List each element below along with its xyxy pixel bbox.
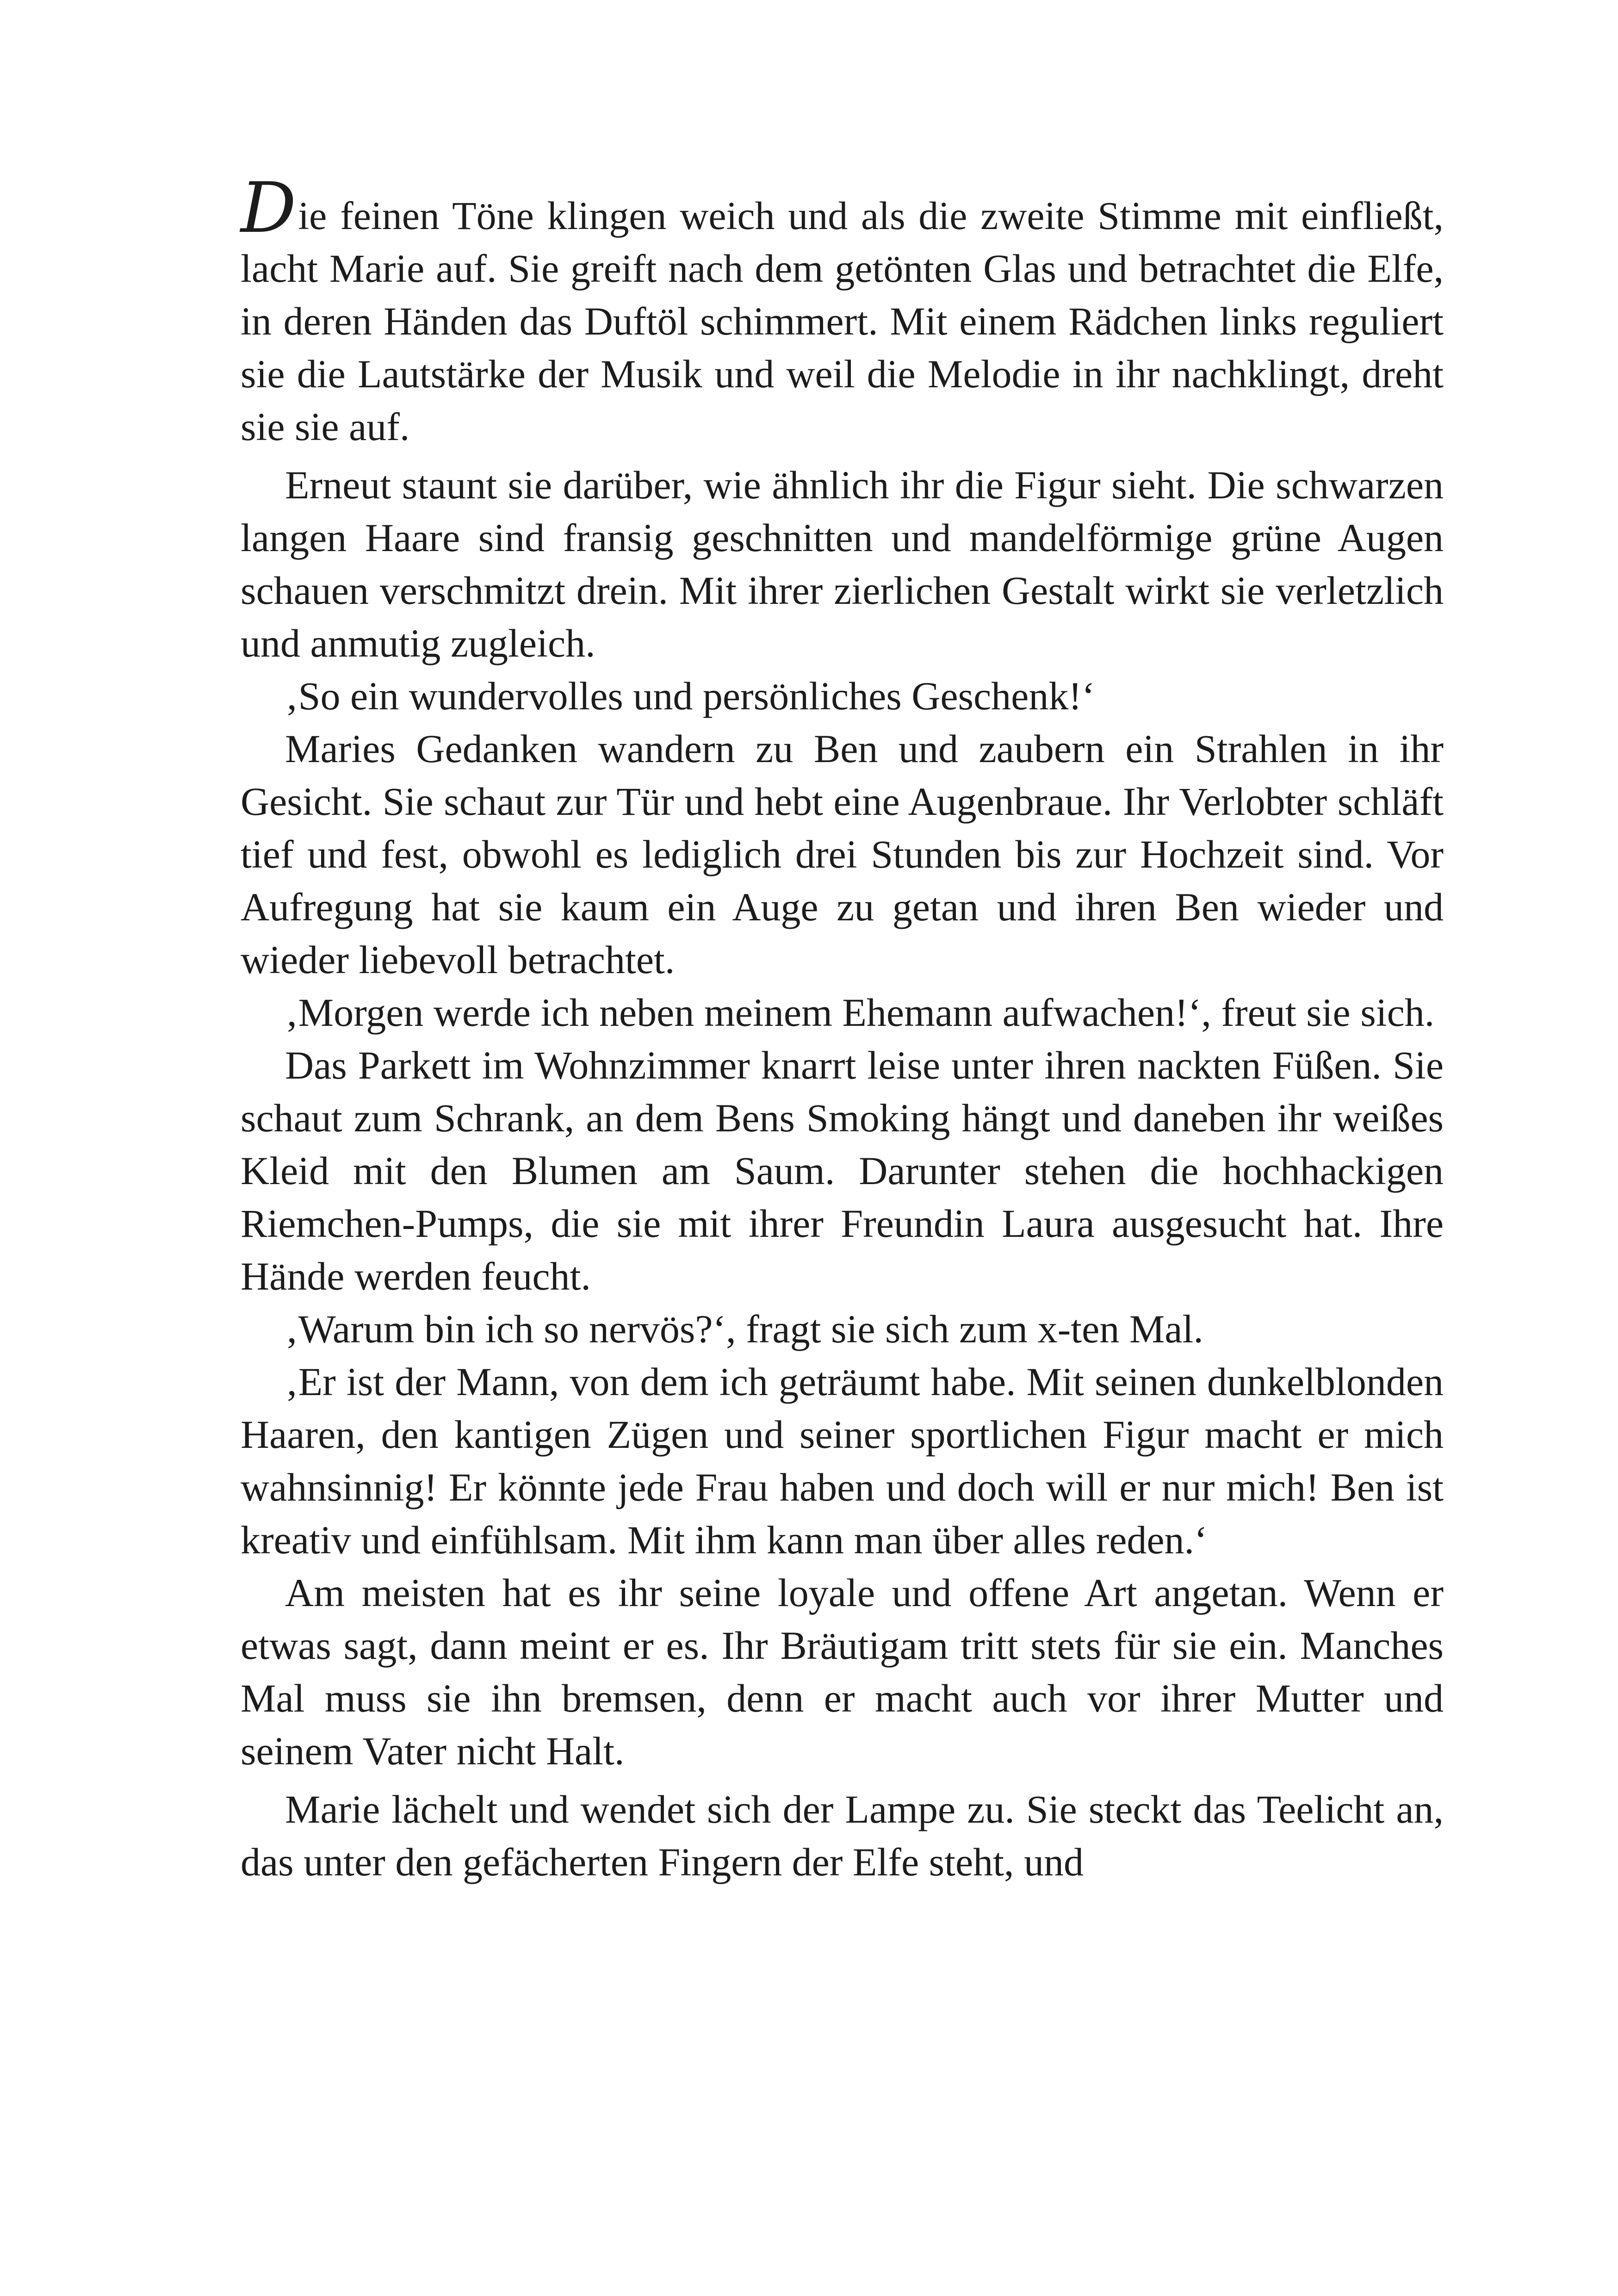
paragraph-9: Am meisten hat es ihr seine loyale und offene Art angetan. Wenn er etwas sagt, dann meint er es. Ihr Bräutigam tritt stets für sie ein. Manches Mal muss sie ihn bremsen, denn er macht auch vor ihrer Mutter und seinem Vater nicht Halt. bbox=[241, 1570, 1444, 1773]
paragraph-1 bbox=[241, 168, 1444, 453]
drop-cap: D bbox=[241, 168, 297, 248]
paragraph-1-text: ie feinen Töne klingen weich und als die zweite Stimme mit einfließt, lacht Marie auf. Sie greift nach dem getönten Glas und betrachtet die Elfe, in deren Händen das Duftöl schimmert. Mit einem Rädchen links reguliert sie die Lautstärke der Musik und weil die Melodie in ihr nachklingt, dreht sie sie auf. bbox=[241, 193, 1444, 449]
body-text bbox=[241, 168, 1444, 1888]
paragraph-6: Das Parkett im Wohnzimmer knarrt leise unter ihren nackten Füßen. Sie schaut zum Schrank, an dem Bens Smoking hängt und daneben ihr weißes Kleid mit den Blumen am Saum. Darunter stehen die hochhackigen Riemchen-Pumps, die sie mit ihrer Freundin Laura ausgesucht hat. Ihre Hände werden feucht. bbox=[241, 1043, 1444, 1298]
paragraph-4: Maries Gedanken wandern zu Ben und zaubern ein Strahlen in ihr Gesicht. Sie schaut zur Tür und hebt eine Augenbraue. Ihr Verlobter schläft tief und fest, obwohl es lediglich drei Stunden bis zur Hochzeit sind. Vor Aufregung hat sie kaum ein Auge zu getan und ihren Ben wieder und wieder liebevoll betrachtet. bbox=[241, 726, 1444, 982]
paragraph-7: ‚Warum bin ich so nervös?‘, fragt sie sich zum x-ten Mal. bbox=[285, 1307, 1203, 1351]
paragraph-3: ‚So ein wundervolles und persönliches Geschenk!‘ bbox=[285, 674, 1095, 718]
paragraph-2: Erneut staunt sie darüber, wie ähnlich ihr die Figur sieht. Die schwarzen langen Haare sind fransig geschnitten und mandelförmige grüne Augen schauen verschmitzt drein. Mit ihrer zierlichen Gestalt wirkt sie verletzlich und anmutig zugleich. bbox=[241, 463, 1444, 665]
paragraph-5: ‚Morgen werde ich neben meinem Ehemann aufwachen!‘, freut sie sich. bbox=[285, 990, 1435, 1035]
paragraph-10: Marie lächelt und wendet sich der Lampe zu. Sie steckt das Teelicht an, das unter den gefächerten Fingern der Elfe steht, und bbox=[241, 1787, 1444, 1884]
paragraph-8: ‚Er ist der Mann, von dem ich geträumt habe. Mit seinen dunkelblonden Haaren, den kantigen Zügen und seiner sportlichen Figur macht er mich wahnsinnig! Er könnte jede Frau haben und doch will er nur mich! Ben ist kreativ und einfühlsam. Mit ihm kann man über alles reden.‘ bbox=[241, 1359, 1444, 1562]
